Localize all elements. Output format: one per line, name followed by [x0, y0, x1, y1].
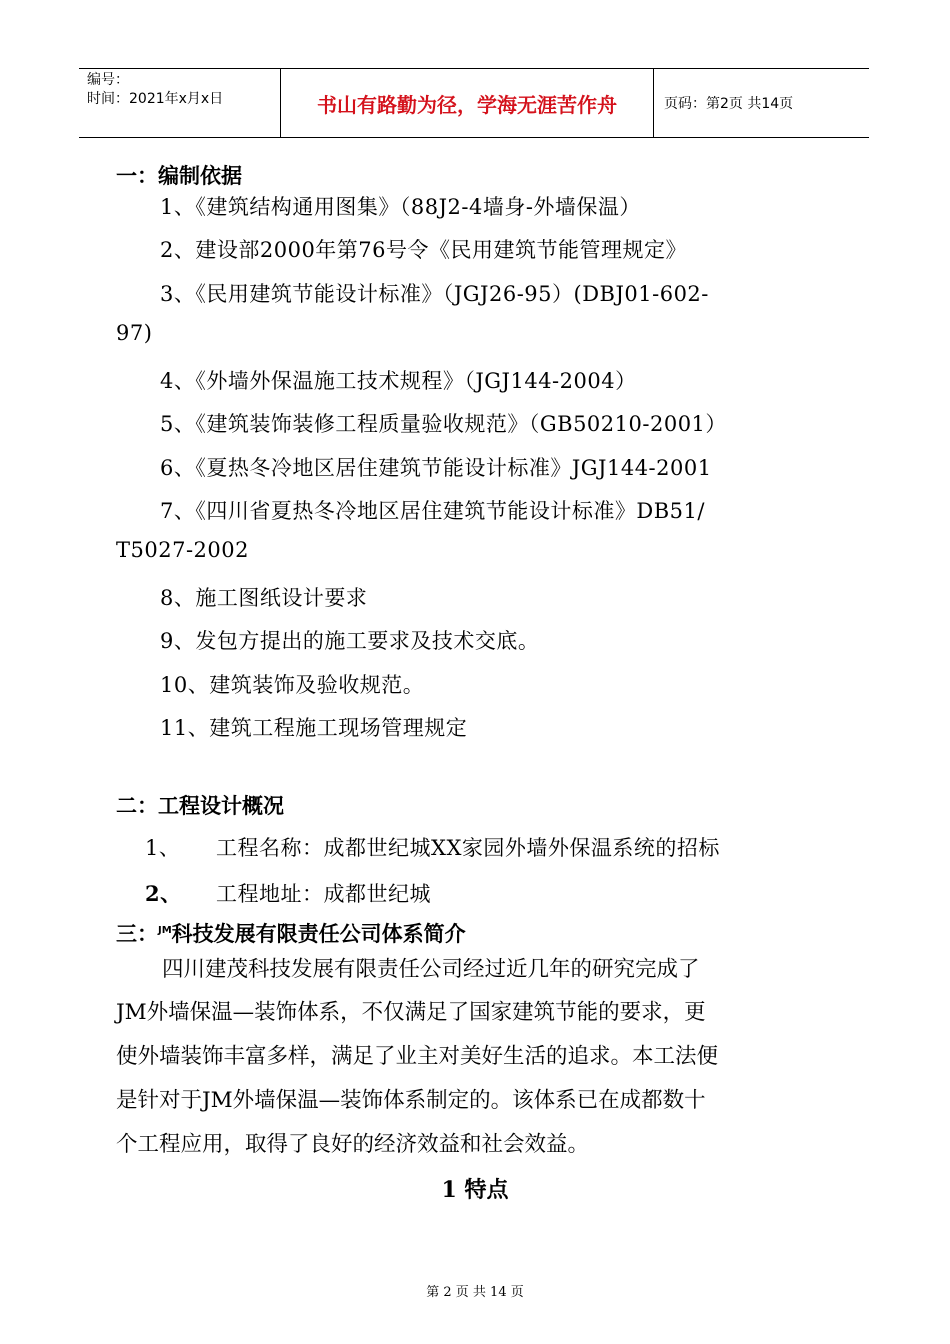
- page-header: [79, 68, 869, 138]
- basis-item-3-continued: 97): [116, 321, 153, 345]
- overview-item-1-text: 工程名称：成都世纪城XX家园外墙外保温系统的招标: [216, 836, 720, 860]
- basis-item-4: 4、《外墙外保温施工技术规程》（JGJ144-2004）: [160, 369, 637, 393]
- subsection-heading: 1 特点: [441, 1177, 509, 1203]
- header-motto: 书山有路勤为径，学海无涯苦作舟: [281, 69, 654, 137]
- basis-item-10: 10、建筑装饰及验收规范。: [160, 673, 425, 697]
- intro-paragraph-line-1: 四川建茂科技发展有限责任公司经过近几年的研究完成了: [162, 957, 700, 982]
- basis-item-3: 3、《民用建筑节能设计标准》（JGJ26-95）(DBJ01-602-: [160, 282, 709, 306]
- document-time-label: 时间：2021年x月x日: [87, 91, 224, 107]
- section3-title-text: 科技发展有限责任公司体系简介: [171, 922, 466, 946]
- basis-item-1: 1、《建筑结构通用图集》（88J2-4墙身-外墙保温）: [160, 195, 641, 219]
- intro-paragraph-line-2: JM外墙保温—装饰体系，不仅满足了国家建筑节能的要求，更: [116, 1000, 706, 1025]
- overview-item-2-number: 2、: [145, 881, 182, 906]
- section3-title-superscript: JM: [158, 925, 172, 936]
- section3-title-prefix: 三：: [116, 922, 158, 946]
- basis-item-2: 2、建设部2000年第76号令《民用建筑节能管理规定》: [160, 238, 688, 262]
- intro-paragraph-line-5: 个工程应用，取得了良好的经济效益和社会效益。: [116, 1132, 590, 1157]
- overview-item-2-text: 工程地址：成都世纪城: [216, 882, 431, 906]
- basis-item-9: 9、发包方提出的施工要求及技术交底。: [160, 629, 540, 653]
- document-number-label: 编号：: [87, 72, 129, 88]
- overview-item-1-number: 1、: [145, 836, 181, 860]
- basis-item-6: 6、《夏热冬冷地区居住建筑节能设计标准》JGJ144-2001: [160, 456, 712, 480]
- section2-title: 二：工程设计概况: [116, 794, 284, 818]
- basis-item-5: 5、《建筑装饰装修工程质量验收规范》（GB50210-2001）: [160, 412, 727, 436]
- page-footer: 第 2 页 共 14 页: [426, 1285, 524, 1300]
- basis-item-8: 8、施工图纸设计要求: [160, 586, 368, 610]
- intro-paragraph-line-3: 使外墙装饰丰富多样，满足了业主对美好生活的追求。本工法便: [116, 1044, 719, 1069]
- header-page-info: 页码：第2页 共14页: [664, 96, 794, 112]
- basis-item-11: 11、建筑工程施工现场管理规定: [160, 716, 468, 740]
- basis-item-7-continued: T5027-2002: [116, 538, 249, 562]
- section3-title: [116, 918, 466, 948]
- header-meta: [79, 69, 281, 137]
- basis-item-7: 7、《四川省夏热冬冷地区居住建筑节能设计标准》DB51/: [160, 499, 705, 523]
- section1-title: 一：编制依据: [116, 164, 242, 188]
- intro-paragraph-line-4: 是针对于JM外墙保温—装饰体系制定的。该体系已在成都数十: [116, 1088, 706, 1113]
